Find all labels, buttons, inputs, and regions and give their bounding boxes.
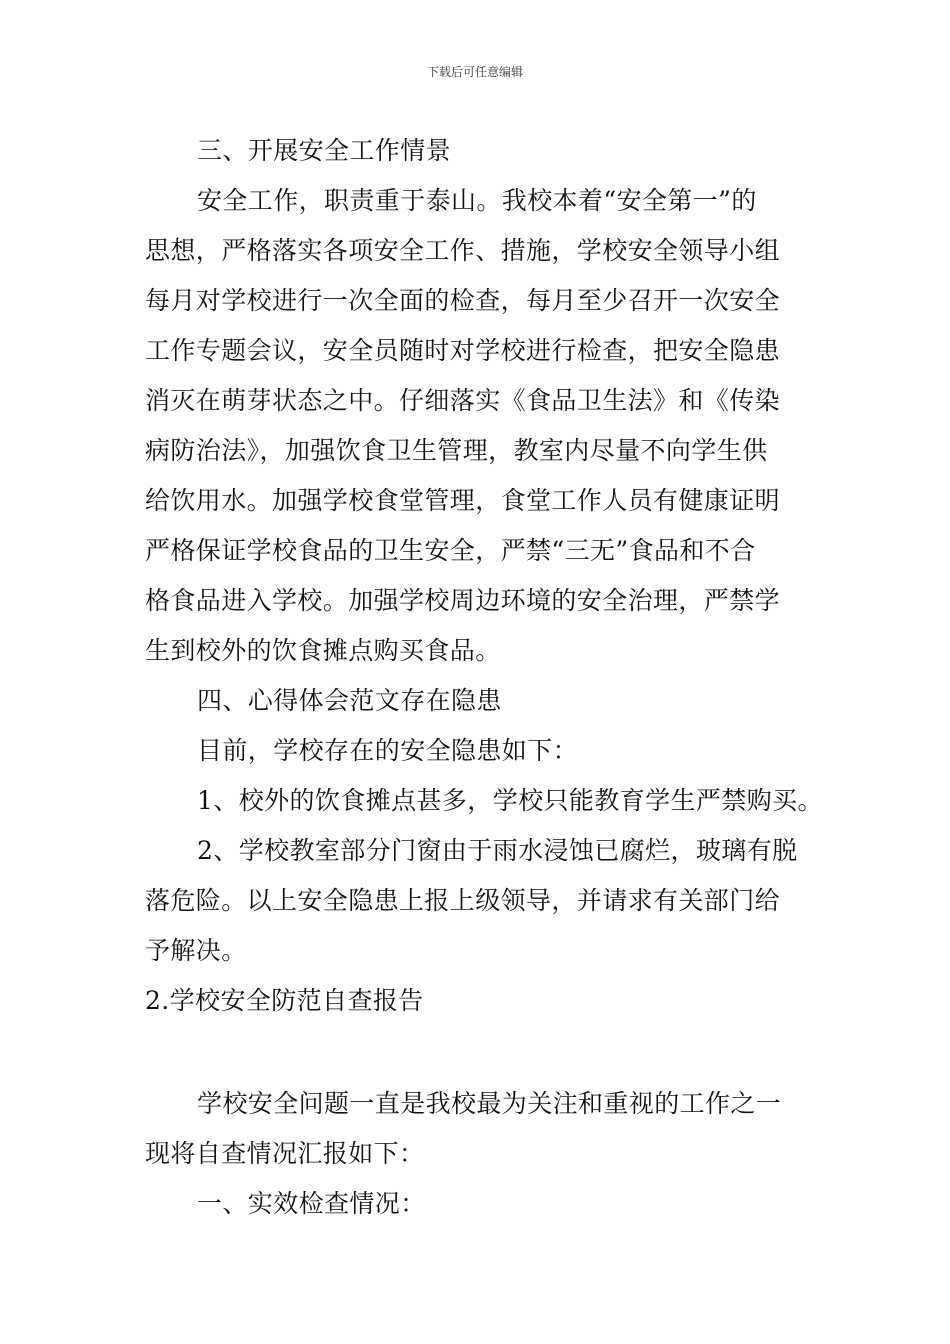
paragraph-line: 思想，严格落实各项安全工作、措施，学校安全领导小组 bbox=[145, 236, 781, 265]
paragraph-line: 落危险。以上安全隐患上报上级领导，并请求有关部门给 bbox=[145, 886, 781, 915]
paragraph-line: 病防治法》，加强饮食卫生管理，教室内尽量不向学生供 bbox=[145, 436, 768, 465]
paragraph-line: 现将自查情况汇报如下： bbox=[145, 1139, 425, 1168]
paragraph-line: 格食品进入学校。加强学校周边环境的安全治理，严禁学 bbox=[145, 586, 781, 615]
section-heading-4: 四、心得体会范文存在隐患 bbox=[197, 686, 502, 715]
paragraph-line: 安全工作，职责重于泰山。我校本着“安全第一”的 bbox=[197, 186, 757, 215]
document-title: 2.学校安全防范自查报告 bbox=[145, 986, 424, 1015]
paragraph-line: 严格保证学校食品的卫生安全，严禁“三无”食品和不合 bbox=[145, 536, 756, 565]
list-item: 1、校外的饮食摊点甚多，学校只能教育学生严禁购买。 bbox=[197, 786, 823, 815]
paragraph-line: 生到校外的饮食摊点购买食品。 bbox=[145, 636, 501, 665]
blank-line bbox=[145, 1026, 810, 1079]
page-header: 下载后可任意编辑 bbox=[426, 65, 523, 79]
section-heading-3: 三、开展安全工作情景 bbox=[197, 136, 452, 165]
paragraph-line: 给饮用水。加强学校食堂管理，食堂工作人员有健康证明 bbox=[145, 486, 781, 515]
paragraph-line: 学校安全问题一直是我校最为关注和重视的工作之一 bbox=[197, 1089, 782, 1118]
paragraph-line: 工作专题会议，安全员随时对学校进行检查，把安全隐患 bbox=[145, 336, 781, 365]
paragraph-line: 消灭在萌芽状态之中。仔细落实《食品卫生法》和《传染 bbox=[145, 386, 781, 415]
paragraph-line: 予解决。 bbox=[145, 936, 247, 965]
list-item: 2、学校教室部分门窗由于雨水浸蚀已腐烂，玻璃有脱 bbox=[197, 836, 798, 865]
section-heading-1: 一、实效检查情况： bbox=[197, 1189, 426, 1218]
paragraph-line: 目前，学校存在的安全隐患如下： bbox=[197, 736, 579, 765]
document-body bbox=[145, 126, 823, 1229]
paragraph-line: 每月对学校进行一次全面的检查，每月至少召开一次安全 bbox=[145, 286, 781, 315]
